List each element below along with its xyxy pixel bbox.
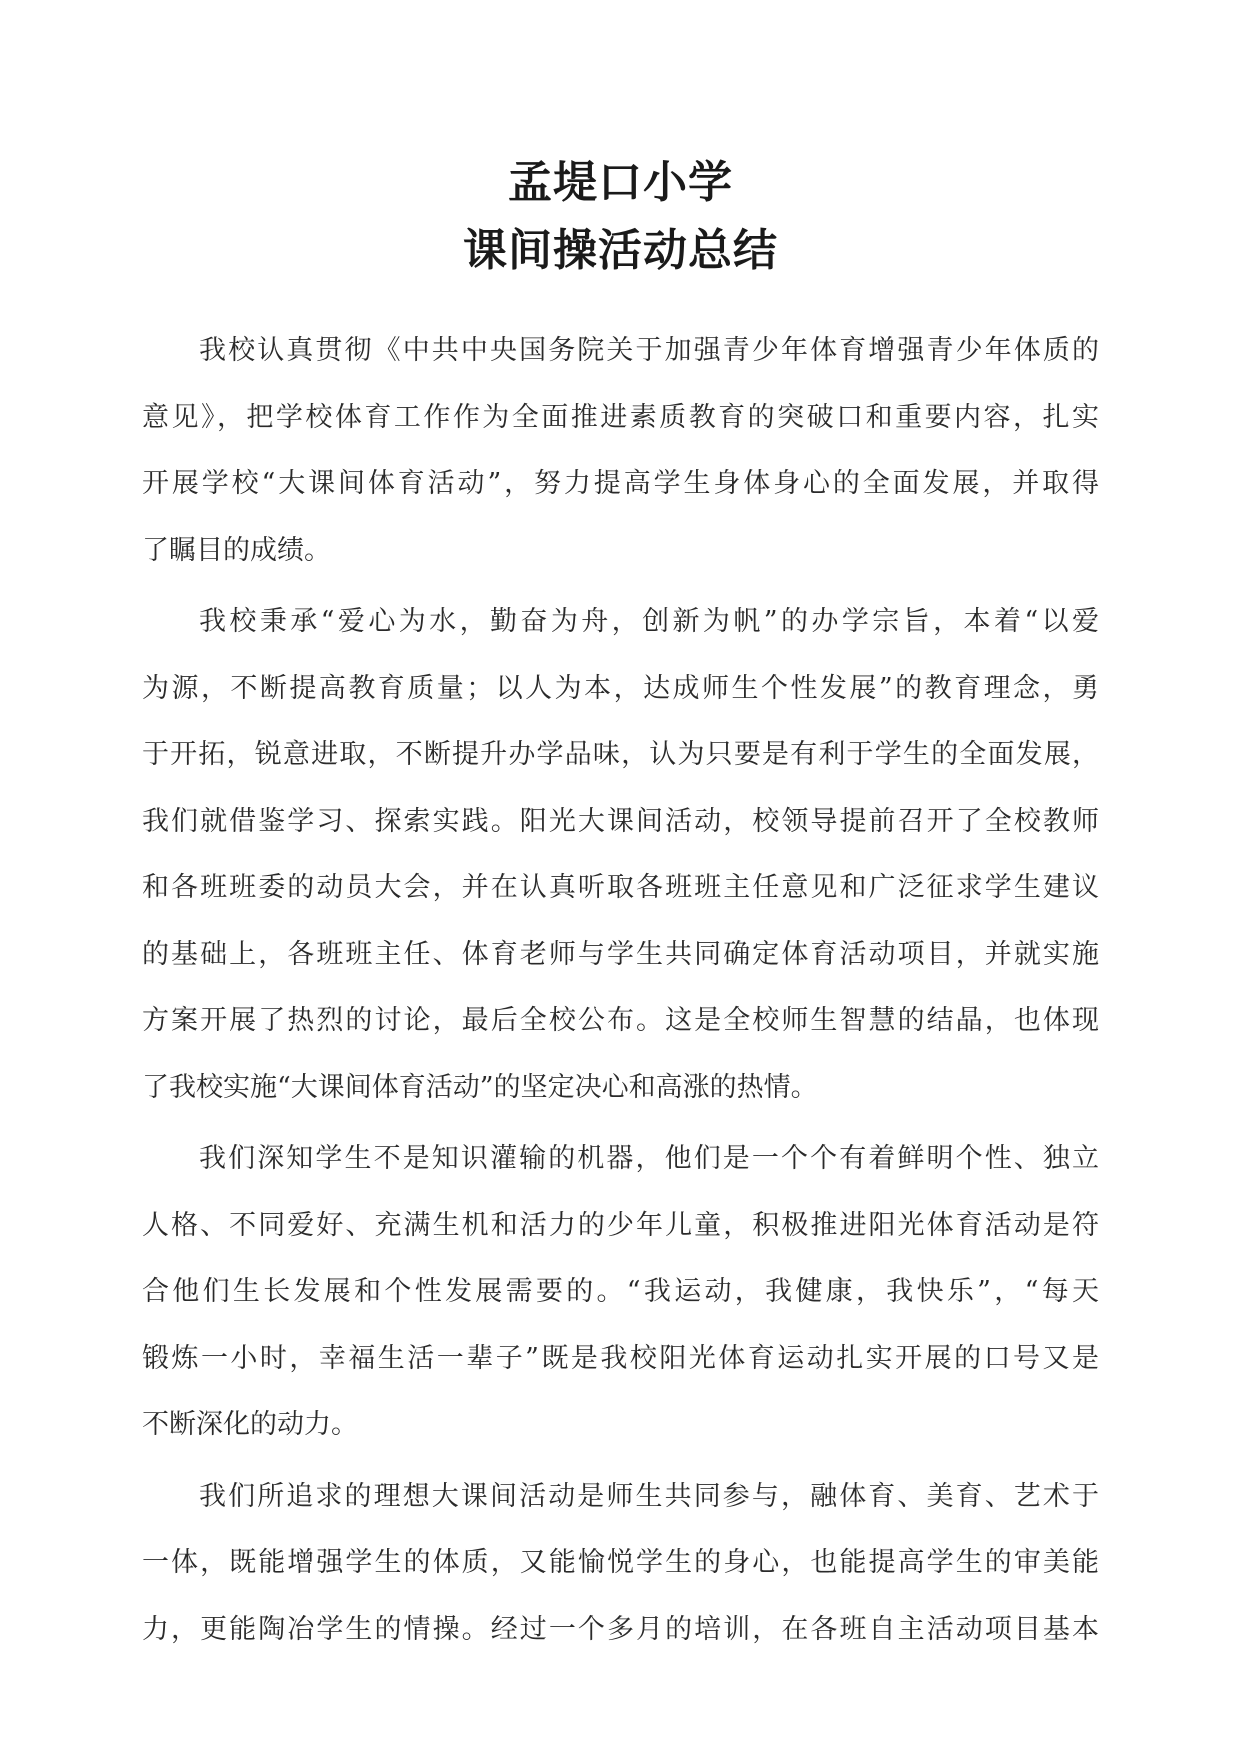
paragraph-line: 我校认真贯彻《中共中央国务院关于加强青少年体育增强青少年体质的 [199,335,1099,366]
paragraph [142,589,1099,1121]
paragraph-line: 我们所追求的理想大课间活动是师生共同参与，融体育、美育、艺术于 [199,1480,1099,1512]
paragraph-line: 合他们生长发展和个性发展需要的。“我运动，我健康，我快乐”，“每天 [142,1276,1099,1307]
paragraph-line: 于开拓，锐意进取，不断提升办学品味，认为只要是有利于学生的全面发展， [142,739,1099,770]
paragraph-line: 锻炼一小时，幸福生活一辈子”既是我校阳光体育运动扎实开展的口号又是 [142,1342,1099,1374]
paragraph [142,1464,1099,1664]
paragraph-line: 人格、不同爱好、充满生机和活力的少年儿童，积极推进阳光体育活动是符 [142,1209,1099,1241]
paragraph [142,318,1099,584]
paragraph-line: 一体，既能增强学生的体质，又能愉悦学生的身心，也能提高学生的审美能 [142,1547,1099,1578]
paragraph-line: 意见》，把学校体育工作作为全面推进素质教育的突破口和重要内容，扎实 [142,401,1099,433]
paragraph-line: 方案开展了热烈的讨论，最后全校公布。这是全校师生智慧的结晶，也体现 [142,1005,1099,1036]
paragraph-line: 力，更能陶冶学生的情操。经过一个多月的培训，在各班自主活动项目基本 [142,1613,1099,1645]
paragraph-line: 和各班班委的动员大会，并在认真听取各班班主任意见和广泛征求学生建议 [142,872,1099,903]
paragraph-line: 不断深化的动力。 [142,1409,358,1440]
title-subject: 课间操活动总结 [463,225,778,276]
paragraph-line: 我们就借鉴学习、探索实践。阳光大课间活动，校领导提前召开了全校教师 [142,805,1099,837]
paragraph [142,1126,1099,1459]
title-school-name: 孟堤口小学 [508,157,733,208]
paragraph-line: 我校秉承“爱心为水，勤奋为舟，创新为帆”的办学宗旨，本着“以爱 [199,606,1099,637]
document-body [142,318,1099,1668]
paragraph-line: 开展学校“大课间体育活动”，努力提高学生身体身心的全面发展，并取得 [142,468,1099,499]
paragraph-line: 为源，不断提高教育质量；以人为本，达成师生个性发展”的教育理念，勇 [142,672,1099,704]
paragraph-line: 的基础上，各班班主任、体育老师与学生共同确定体育活动项目，并就实施 [142,938,1099,970]
paragraph-line: 了我校实施“大课间体育活动”的坚定决心和高涨的热情。 [142,1071,818,1103]
paragraph-line: 了瞩目的成绩。 [142,534,331,566]
paragraph-line: 我们深知学生不是知识灌输的机器，他们是一个个有着鲜明个性、独立 [199,1143,1099,1174]
document-title [0,152,1241,282]
